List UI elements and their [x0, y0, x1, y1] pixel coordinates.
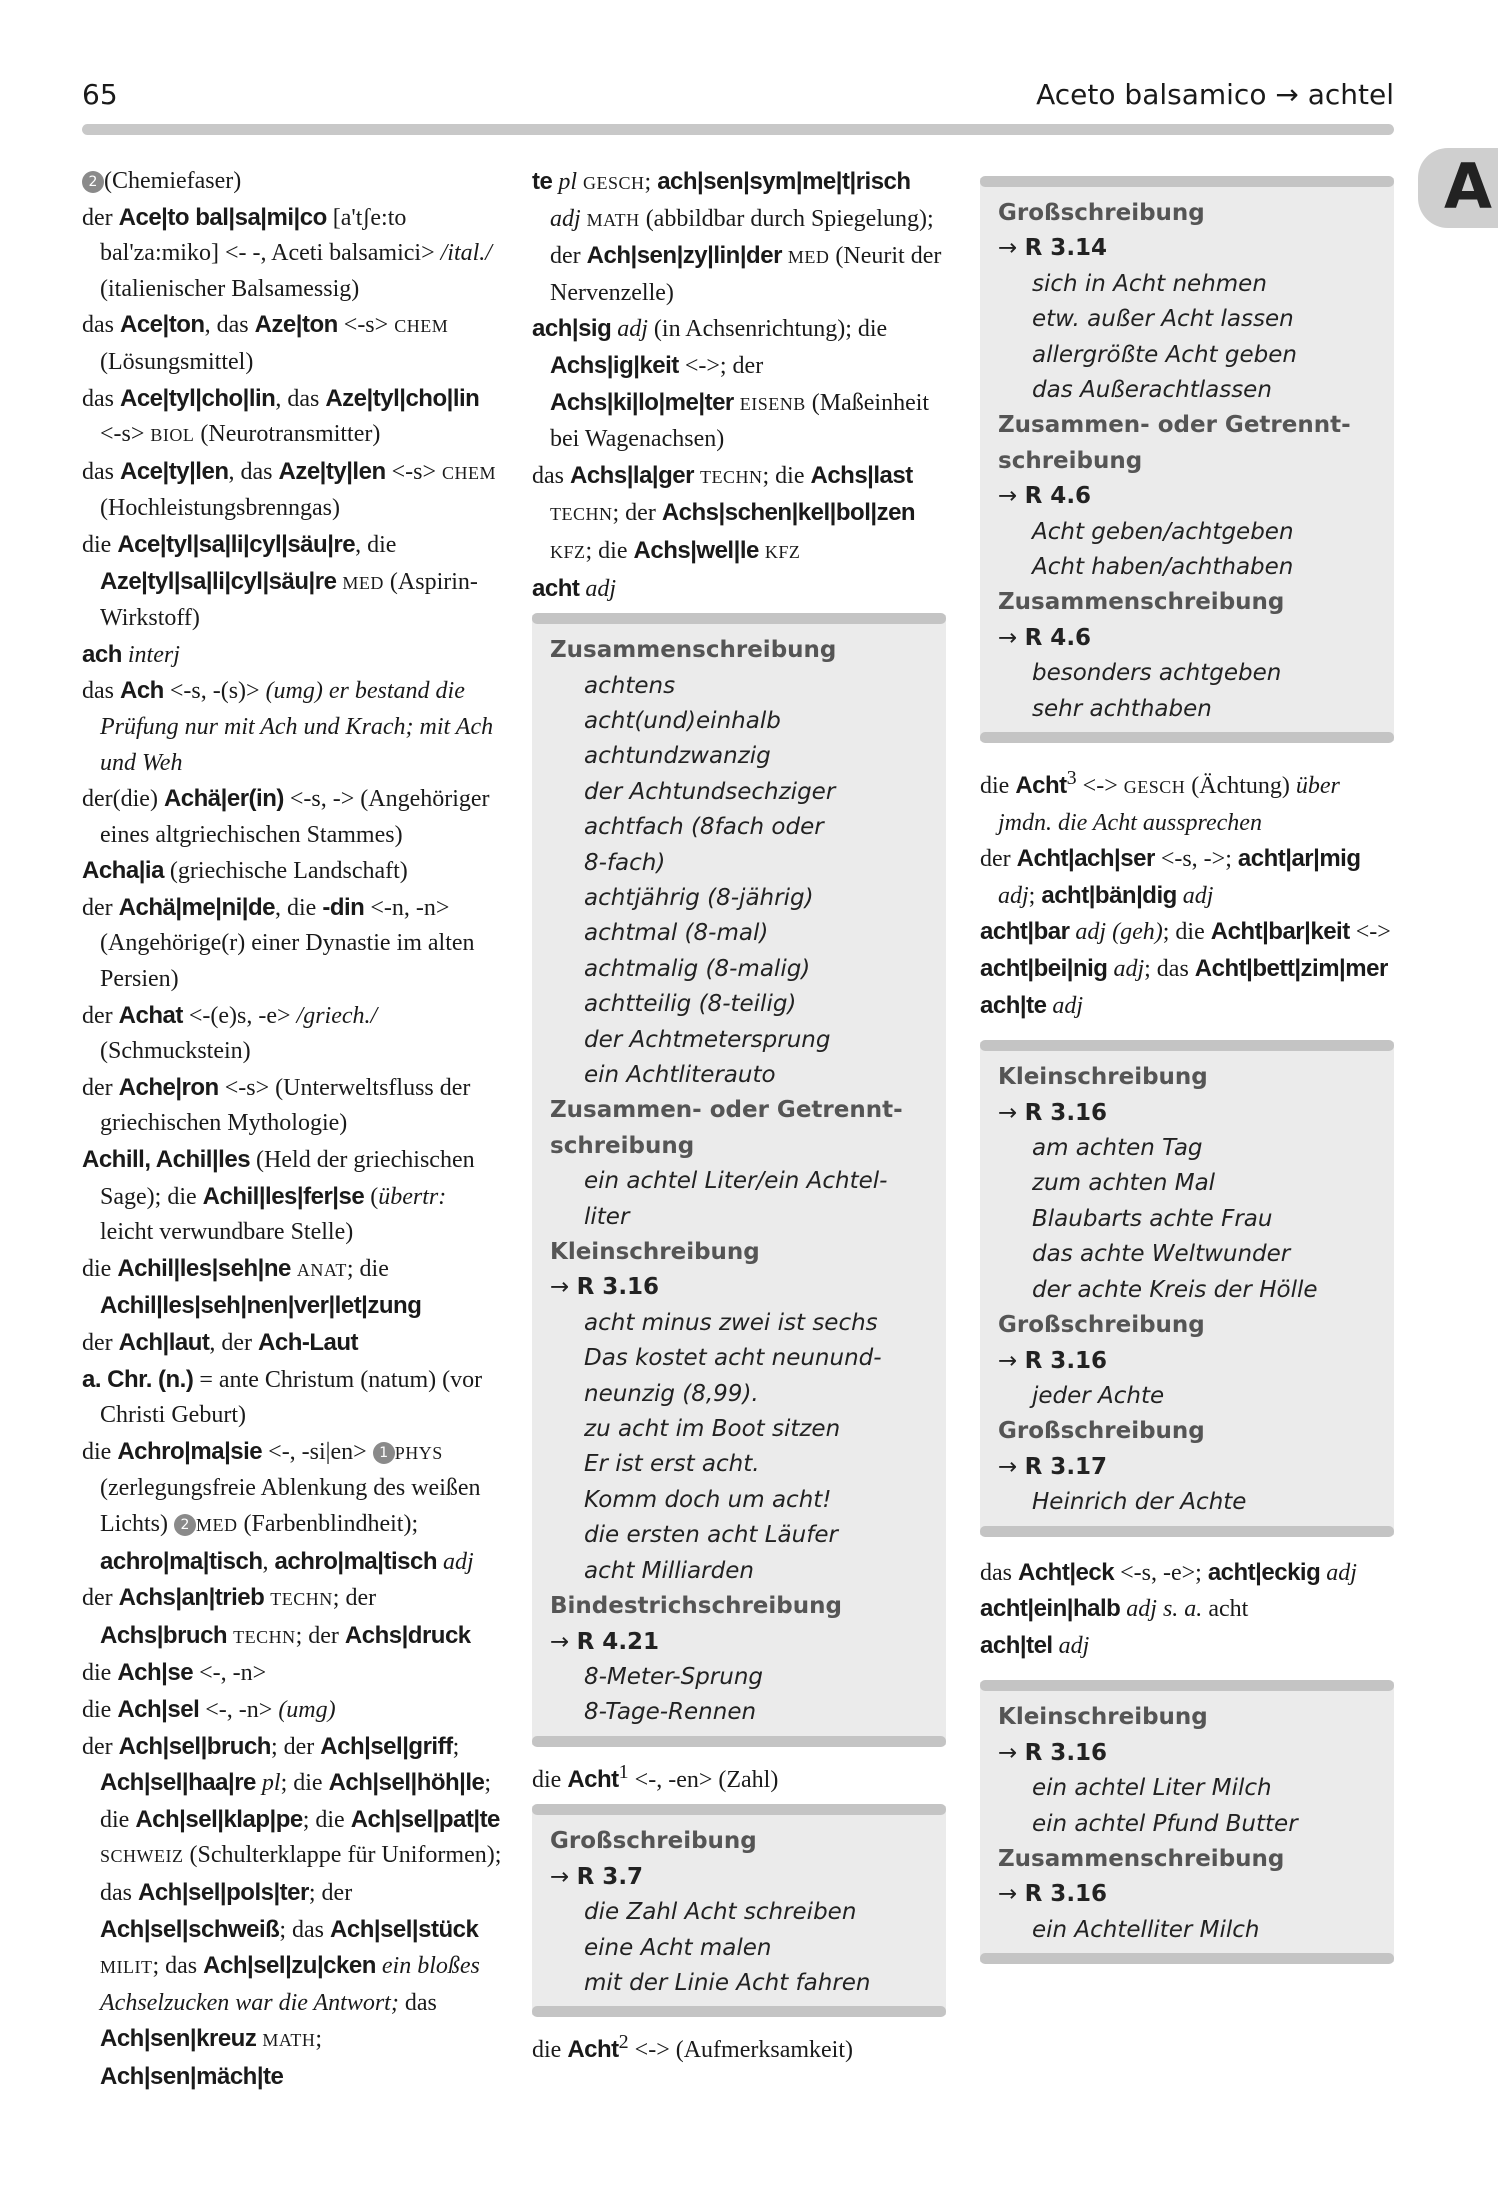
rule-example: achtjährig (8-jährig) — [584, 884, 814, 911]
rule-heading: Zusammenschreibung — [998, 1845, 1285, 1872]
rule-reference — [998, 479, 1378, 514]
running-head: Aceto balsamico → achtel — [1036, 78, 1394, 111]
arrow-right-icon: → — [998, 1739, 1025, 1766]
arrow-right-icon: → — [550, 1863, 577, 1890]
rule-example: Komm doch um acht! — [584, 1486, 832, 1513]
rule-example: Heinrich der Achte — [1032, 1489, 1247, 1516]
dictionary-entry: die Ach|sel <-, -n> (umg) — [82, 1695, 336, 1723]
rule-reference — [550, 1270, 930, 1305]
rule-example: Acht geben/achtgeben — [1032, 518, 1294, 545]
rule-heading: Großschreibung — [550, 1828, 757, 1855]
column-2 — [532, 164, 946, 2069]
rule-box-achte — [980, 1042, 1394, 1534]
dictionary-entry: das Ace|ton, das Aze|ton <-s> CHEM (Lösungsmittel) — [82, 311, 449, 375]
rule-example: ein achtel Liter/ein Achtel- — [584, 1168, 888, 1195]
rule-example: am achten Tag — [1032, 1135, 1203, 1162]
dictionary-entry: das Acht|eck <-s, -e>; acht|eckig adj — [980, 1558, 1357, 1586]
rule-heading: Zusammen- oder Getrennt- — [550, 1097, 903, 1124]
rule-example: 8-Meter-Sprung — [584, 1663, 764, 1690]
dictionary-entry: ach|te adj — [980, 991, 1084, 1019]
col2-entries-top — [532, 164, 946, 607]
dictionary-entry: acht|ein|halb adj s. a. acht — [980, 1595, 1249, 1623]
arrow-right-icon: → — [998, 1347, 1025, 1374]
rule-example: besonders achtgeben — [1032, 660, 1282, 687]
rule-example: Acht haben/achthaben — [1032, 554, 1294, 581]
rule-example: achtundzwanzig — [584, 743, 771, 770]
arrow-right-icon: → — [550, 1274, 577, 1301]
rule-example: achtmalig (8-malig) — [584, 955, 811, 982]
dictionary-entry: das Ace|ty|len, das Aze|ty|len <-s> CHEM (Hochleistungsbrenngas) — [82, 457, 497, 522]
arrow-right-icon: → — [998, 1453, 1025, 1480]
rule-code: R 4.21 — [576, 1628, 660, 1655]
rule-box-acht1 — [532, 1806, 946, 2015]
rule-example: acht minus zwei ist sechs — [584, 1309, 878, 1336]
rule-example: ein achtel Pfund Butter — [1032, 1810, 1298, 1837]
rule-box-acht2 — [980, 178, 1394, 741]
rule-example: etw. außer Acht lassen — [1032, 306, 1294, 333]
rule-heading: Großschreibung — [998, 1418, 1205, 1445]
dictionary-entry: der(die) Achä|er(in) <-s, -> (Angehöriger eines altgriechischen Stammes) — [82, 785, 490, 848]
col3-entries-a — [980, 761, 1394, 1024]
rule-heading: Zusammen- oder Getrennt- — [998, 412, 1351, 439]
arrow-right-icon: → — [998, 1099, 1025, 1126]
rule-example: achtmal (8-mal) — [584, 920, 769, 947]
rule-code: R 3.7 — [576, 1863, 644, 1890]
page-number: 65 — [82, 78, 118, 111]
col2-entries-mid — [532, 1755, 946, 1799]
rule-example: liter — [584, 1203, 630, 1230]
rule-example: achtfach (8fach oder — [584, 814, 824, 841]
dictionary-entry: Acha|ia (griechische Landschaft) — [82, 857, 408, 885]
rule-reference — [998, 1096, 1378, 1131]
rule-heading: schreibung — [550, 1132, 695, 1159]
rule-code: R 3.17 — [1024, 1453, 1108, 1480]
dictionary-entry: der Ach|laut, der Ach-Laut — [82, 1329, 359, 1356]
rule-reference — [550, 1625, 930, 1660]
arrow-right-icon: → — [550, 1628, 577, 1655]
rule-heading: Zusammenschreibung — [550, 637, 837, 664]
rule-example: acht(und)einhalb — [584, 707, 781, 734]
rule-box-achtel — [980, 1682, 1394, 1962]
dictionary-entry: die Achro|ma|sie <-, -si|en> 1 PHYS (zerlegungsfreie Ablenkung des weißen Lichts) 2 MED (Farbenblindheit); achro|ma|tisch, achro|ma|tisch adj — [82, 1437, 481, 1575]
dictionary-entry: 2 (Chemiefaser) — [82, 164, 502, 200]
rule-code: R 3.14 — [1024, 235, 1108, 262]
rule-example: Das kostet acht neunund- — [584, 1345, 882, 1372]
rule-example: ein Achtliterauto — [584, 1062, 776, 1088]
rule-example: das Außerachtlassen — [1032, 377, 1272, 404]
rule-example: die Zahl Acht schreiben — [584, 1899, 857, 1926]
dictionary-entry: das Ach <-s, -(s)> (umg) er bestand die Prüfung nur mit Ach und Krach; mit Ach und Weh — [82, 677, 494, 776]
arrow-right-icon: → — [998, 483, 1025, 510]
dictionary-entry: die Acht$^1$ <-, -en> (Zahl) — [532, 1760, 779, 1793]
rule-example: der Achtundsechziger — [584, 778, 836, 805]
rule-code: R 3.16 — [1024, 1347, 1108, 1374]
dictionary-entry: die Acht$^2$ <-> (Aufmerksamkeit) — [532, 2031, 854, 2064]
rule-code: R 3.16 — [1024, 1881, 1108, 1908]
arrow-right-icon: → — [998, 1881, 1025, 1908]
dictionary-entry: der Ach|sel|bruch; der Ach|sel|griff; Ach|sel|haa|re pl; die Ach|sel|höh|le; die Ach|sel|klap|pe; die Ach|sel|pat|te SCHWEIZ (Schulterklappe für Uniformen); das Ach|sel|pols|ter; der Ach|sel|schweiß; das Ach|sel|stück MILIT; das Ach|sel|zu|cken ein bloßes Achselzucken war die Antwort; das Ach|sen|kreuz MATH; Ach|sen|mäch|te — [82, 1732, 502, 2090]
dictionary-entry: das Achs|la|ger TECHN; die Achs|last TECHN; der Achs|schen|kel|bol|zen KFZ; die Achs|wel|le KFZ — [532, 461, 916, 564]
rule-example: die ersten acht Läufer — [584, 1522, 838, 1549]
rule-example: achtens — [584, 672, 676, 699]
rule-code: R 4.6 — [1024, 483, 1092, 510]
dictionary-entry: die Achil|les|seh|ne ANAT; die Achil|les|seh|nen|ver|let|zung — [82, 1254, 422, 1320]
dictionary-entry: Achill, Achil|les (Held der griechischen Sage); die Achil|les|fer|se (übertr: leicht verwundbare Stelle) — [82, 1146, 475, 1246]
thumb-index-tab — [1418, 148, 1498, 228]
rule-example: der Achtmetersprung — [584, 1026, 831, 1053]
rule-example: jeder Achte — [1032, 1382, 1165, 1409]
rule-code: R 4.6 — [1024, 624, 1092, 651]
rule-reference — [998, 231, 1378, 266]
rule-example: 8-Tage-Rennen — [584, 1699, 757, 1726]
dictionary-entry: die Ace|tyl|sa|li|cyl|säu|re, die Aze|tyl|sa|li|cyl|säu|re MED (Aspirin-Wirkstoff) — [82, 530, 478, 632]
header-rule — [82, 124, 1394, 135]
dictionary-entry: ach interj — [82, 640, 180, 668]
dictionary-entry: ach|sig adj (in Achsenrichtung); die Achs|ig|keit <->; der Achs|ki|lo|me|ter EISENB (Maßeinheit bei Wagenachsen) — [532, 315, 930, 453]
dictionary-entry: der Achat <-(e)s, -e> /griech./ (Schmuckstein) — [82, 1001, 378, 1065]
rule-example: ein achtel Liter Milch — [1032, 1775, 1272, 1802]
dictionary-entry: acht adj — [532, 574, 617, 602]
dictionary-entry: der Ache|ron <-s> (Unterweltsfluss der griechischen Mythologie) — [82, 1073, 471, 1137]
dictionary-entry: der Achä|me|ni|de, die -din <-n, -n> (Angehörige(r) einer Dynastie im alten Persien) — [82, 893, 475, 993]
col3-entries-b — [980, 1555, 1394, 1665]
rule-example: allergrößte Acht geben — [1032, 341, 1297, 368]
rule-heading: schreibung — [998, 447, 1143, 474]
dictionary-entry: a. Chr. (n.) = ante Christum (natum) (vor Christi Geburt) — [82, 1365, 483, 1429]
dictionary-entry: te pl GESCH; ach|sen|sym|me|t|risch adj MATH (abbildbar durch Spiegelung); der Ach|sen|zy|lin|der MED (Neurit der Nervenzelle) — [532, 168, 942, 306]
rule-heading: Kleinschreibung — [550, 1239, 760, 1266]
rule-reference — [998, 1450, 1378, 1485]
dictionary-entry: der Ace|to bal|sa|mi|co [a'tʃe:to bal'za:miko] <- -, Aceti balsamici> /ital./ (italienischer Balsamessig) — [82, 203, 492, 302]
rule-heading: Zusammenschreibung — [998, 589, 1285, 616]
rule-example: acht Milliarden — [584, 1557, 754, 1584]
rule-example: sich in Acht nehmen — [1032, 270, 1267, 297]
rule-code: R 3.16 — [1024, 1099, 1108, 1126]
rule-example: eine Acht malen — [584, 1934, 772, 1961]
arrow-right-icon: → — [998, 235, 1025, 262]
rule-reference — [998, 1877, 1378, 1912]
rule-heading: Kleinschreibung — [998, 1064, 1208, 1091]
dictionary-entry: acht|bei|nig adj; das Acht|bett|zim|mer — [980, 955, 1388, 983]
rule-example: ein Achtelliter Milch — [1032, 1916, 1260, 1943]
rule-example: Er ist erst acht. — [584, 1451, 760, 1478]
rule-code: R 3.16 — [1024, 1739, 1108, 1766]
rule-reference — [998, 1736, 1378, 1771]
dictionary-entry: die Ach|se <-, -n> — [82, 1659, 267, 1687]
rule-example: der achte Kreis der Hölle — [1032, 1276, 1318, 1303]
rule-heading: Großschreibung — [998, 200, 1205, 226]
column-1 — [82, 164, 502, 2095]
dictionary-entry: die Acht$^3$ <-> GESCH (Ächtung) über jmdn. die Acht aussprechen — [980, 767, 1340, 836]
rule-example: 8-fach) — [584, 849, 666, 876]
rule-reference — [998, 1344, 1378, 1379]
rule-reference — [998, 621, 1378, 656]
rule-example: Blaubarts achte Frau — [1032, 1205, 1273, 1232]
column-3 — [980, 164, 1394, 1972]
rule-code: R 3.16 — [576, 1274, 660, 1301]
rule-heading: Großschreibung — [998, 1312, 1205, 1339]
col2-entries-bot — [532, 2025, 946, 2069]
rule-example: sehr achthaben — [1032, 695, 1212, 722]
rule-reference — [550, 1860, 930, 1895]
rule-box-acht — [532, 615, 946, 1745]
arrow-right-icon: → — [998, 624, 1025, 651]
thumb-letter: A — [1444, 150, 1492, 223]
dictionary-entry: der Acht|ach|ser <-s, ->; acht|ar|mig adj; acht|bän|dig adj — [980, 845, 1361, 909]
dictionary-entry: acht|bar adj (geh); die Acht|bar|keit <-> — [980, 918, 1391, 946]
rule-example: mit der Linie Acht fahren — [584, 1969, 871, 1996]
rule-example: zu acht im Boot sitzen — [584, 1416, 841, 1443]
rule-example: zum achten Mal — [1032, 1170, 1216, 1197]
dictionary-entry: ach|tel adj — [980, 1631, 1090, 1659]
rule-example: das achte Weltwunder — [1032, 1241, 1291, 1268]
rule-example: neunzig (8,99). — [584, 1380, 759, 1407]
rule-heading: Kleinschreibung — [998, 1704, 1208, 1731]
dictionary-entry: der Achs|an|trieb TECHN; der Achs|bruch TECHN; der Achs|druck — [82, 1584, 471, 1649]
rule-heading: Bindestrichschreibung — [550, 1593, 842, 1620]
dictionary-entry: das Ace|tyl|cho|lin, das Aze|tyl|cho|lin <-s> BIOL (Neurotransmitter) — [82, 384, 480, 448]
rule-example: achtteilig (8-teilig) — [584, 991, 797, 1018]
